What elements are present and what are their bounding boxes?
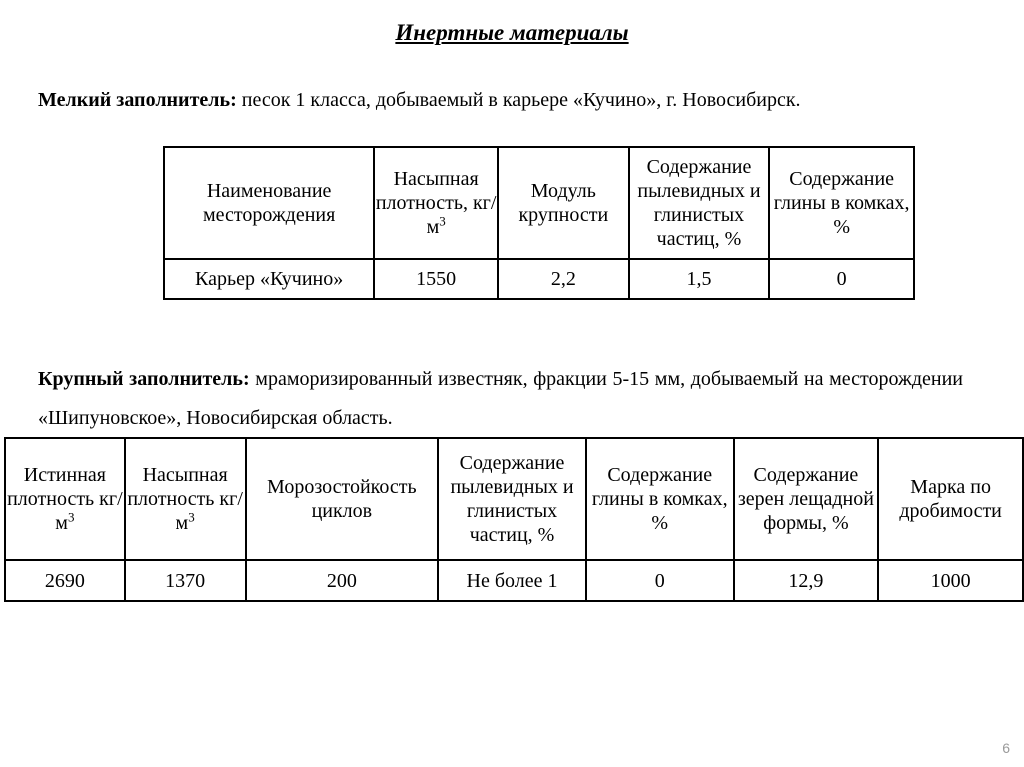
header-cell-crushability-grade: Марка по дробимости — [878, 438, 1023, 560]
fine-aggregate-text: песок 1 класса, добываемый в карьере «Кучино», г. Новосибирск. — [236, 89, 801, 111]
header-cell-frost-resistance: Морозостойкость циклов — [246, 438, 439, 560]
table-cell: 2,2 — [498, 259, 629, 299]
header-cell-bulk-density: Насыпная плотность $кг/м^3$ — [125, 438, 246, 560]
header-cell-dust-clay-content: Содержание пылевидных и глинистых частиц, % — [438, 438, 586, 560]
table-header-row — [164, 147, 914, 259]
header-cell-bulk-density: Насыпная плотность, $кг/м^3$ — [374, 147, 498, 259]
table-cell: 12,9 — [734, 560, 879, 601]
page-title — [0, 20, 1024, 46]
header-cell-fineness-modulus: Модуль крупности — [498, 147, 629, 259]
header-cell-clay-lumps: Содержание глины в комках, % — [769, 147, 914, 259]
fine-aggregate-label: Мелкий заполнитель: — [38, 89, 237, 111]
table-cell: 0 — [586, 560, 734, 601]
coarse-aggregate-label: Крупный заполнитель: — [38, 368, 250, 390]
table-cell: 0 — [769, 259, 914, 299]
header-cell-clay-lumps: Содержание глины в комках, % — [586, 438, 734, 560]
table-cell: 200 — [246, 560, 439, 601]
table-cell: 1000 — [878, 560, 1023, 601]
table-row — [164, 259, 914, 299]
fine-aggregate-paragraph — [38, 89, 801, 112]
table-cell: 1370 — [125, 560, 246, 601]
header-cell-deposit-name: Наименование месторождения — [164, 147, 374, 259]
coarse-aggregate-paragraph — [38, 360, 963, 438]
header-cell-flaky-grains: Содержание зерен лещадной формы, % — [734, 438, 879, 560]
table-cell: 1,5 — [629, 259, 770, 299]
page-title-text: Инертные материалы — [395, 20, 629, 45]
header-cell-dust-clay-content: Содержание пылевидных и глинистых частиц, % — [629, 147, 770, 259]
table-header-row — [5, 438, 1023, 560]
page-number: 6 — [1002, 740, 1010, 756]
coarse-aggregate-text: мраморизированный известняк, фракции 5-15 мм, добываемый на месторождении «Шипуновское», Новосибирская область. — [38, 368, 963, 429]
fine-aggregate-table — [163, 146, 915, 300]
table-cell: 1550 — [374, 259, 498, 299]
table-row — [5, 560, 1023, 601]
table-cell: Карьер «Кучино» — [164, 259, 374, 299]
header-cell-true-density: Истинная плотность $кг/м^3$ — [5, 438, 125, 560]
coarse-aggregate-table — [4, 437, 1024, 602]
table-cell: Не более 1 — [438, 560, 586, 601]
table-cell: 2690 — [5, 560, 125, 601]
